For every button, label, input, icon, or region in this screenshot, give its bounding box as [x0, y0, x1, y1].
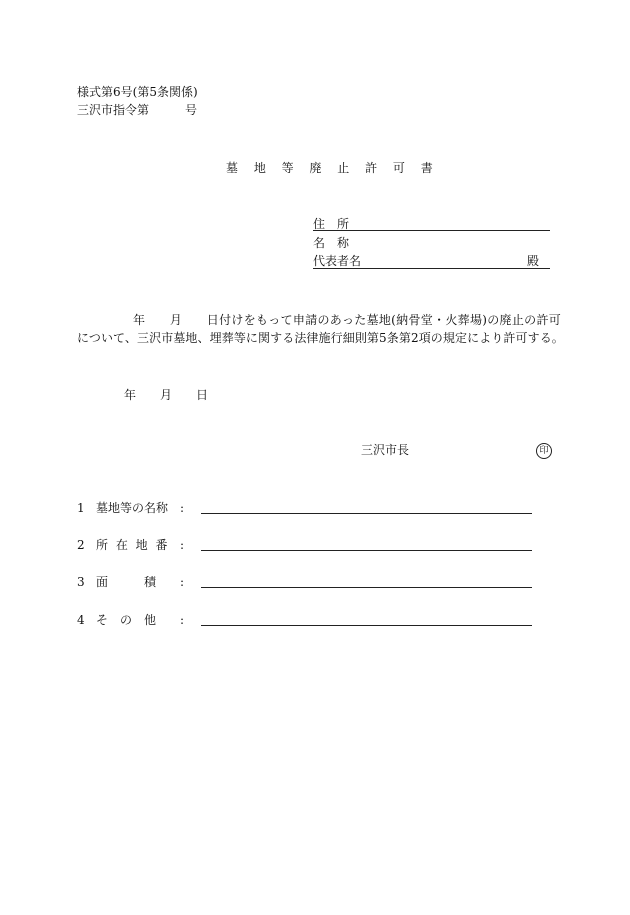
- form-number: 様式第6号(第5条関係): [77, 85, 198, 99]
- name-label: 名 称: [313, 236, 350, 250]
- item-underline: [201, 625, 532, 626]
- item-number: 4: [77, 613, 85, 627]
- reference-suffix: 号: [185, 103, 198, 117]
- item-underline: [201, 550, 532, 551]
- item-label: そ の 他: [96, 613, 157, 627]
- date-month: 月: [160, 388, 173, 402]
- reference-prefix: 三沢市指令第: [77, 103, 150, 117]
- seal-icon: 印: [536, 443, 552, 459]
- item-number: 1: [77, 501, 85, 515]
- date-day: 日: [196, 388, 209, 402]
- item-underline: [201, 587, 532, 588]
- body-line-1: 年 月 日付けをもって申請のあった墓地(納骨堂・火葬場)の廃止の許可: [133, 313, 562, 327]
- honorific: 殿: [527, 254, 540, 268]
- item-label: 墓地等の名称: [96, 501, 169, 515]
- item-colon: :: [180, 613, 185, 627]
- item-label: 所 在 地 番: [96, 538, 170, 552]
- item-colon: :: [180, 501, 185, 515]
- address-label: 住 所: [313, 217, 350, 231]
- item-colon: :: [180, 575, 185, 589]
- document-title: 墓 地 等 廃 止 許 可 書: [226, 161, 439, 175]
- body-line-2: について、三沢市墓地、埋葬等に関する法律施行細則第5条第2項の規定により許可する。: [77, 331, 564, 345]
- item-number: 3: [77, 575, 85, 589]
- item-underline: [201, 513, 532, 514]
- issuer-name: 三沢市長: [361, 443, 410, 457]
- item-label: 面 積: [96, 575, 157, 589]
- representative-label: 代表者名: [313, 254, 362, 268]
- item-colon: :: [180, 538, 185, 552]
- address-underline: [313, 230, 550, 231]
- representative-underline: [313, 268, 550, 269]
- date-year: 年: [124, 388, 137, 402]
- item-number: 2: [77, 538, 85, 552]
